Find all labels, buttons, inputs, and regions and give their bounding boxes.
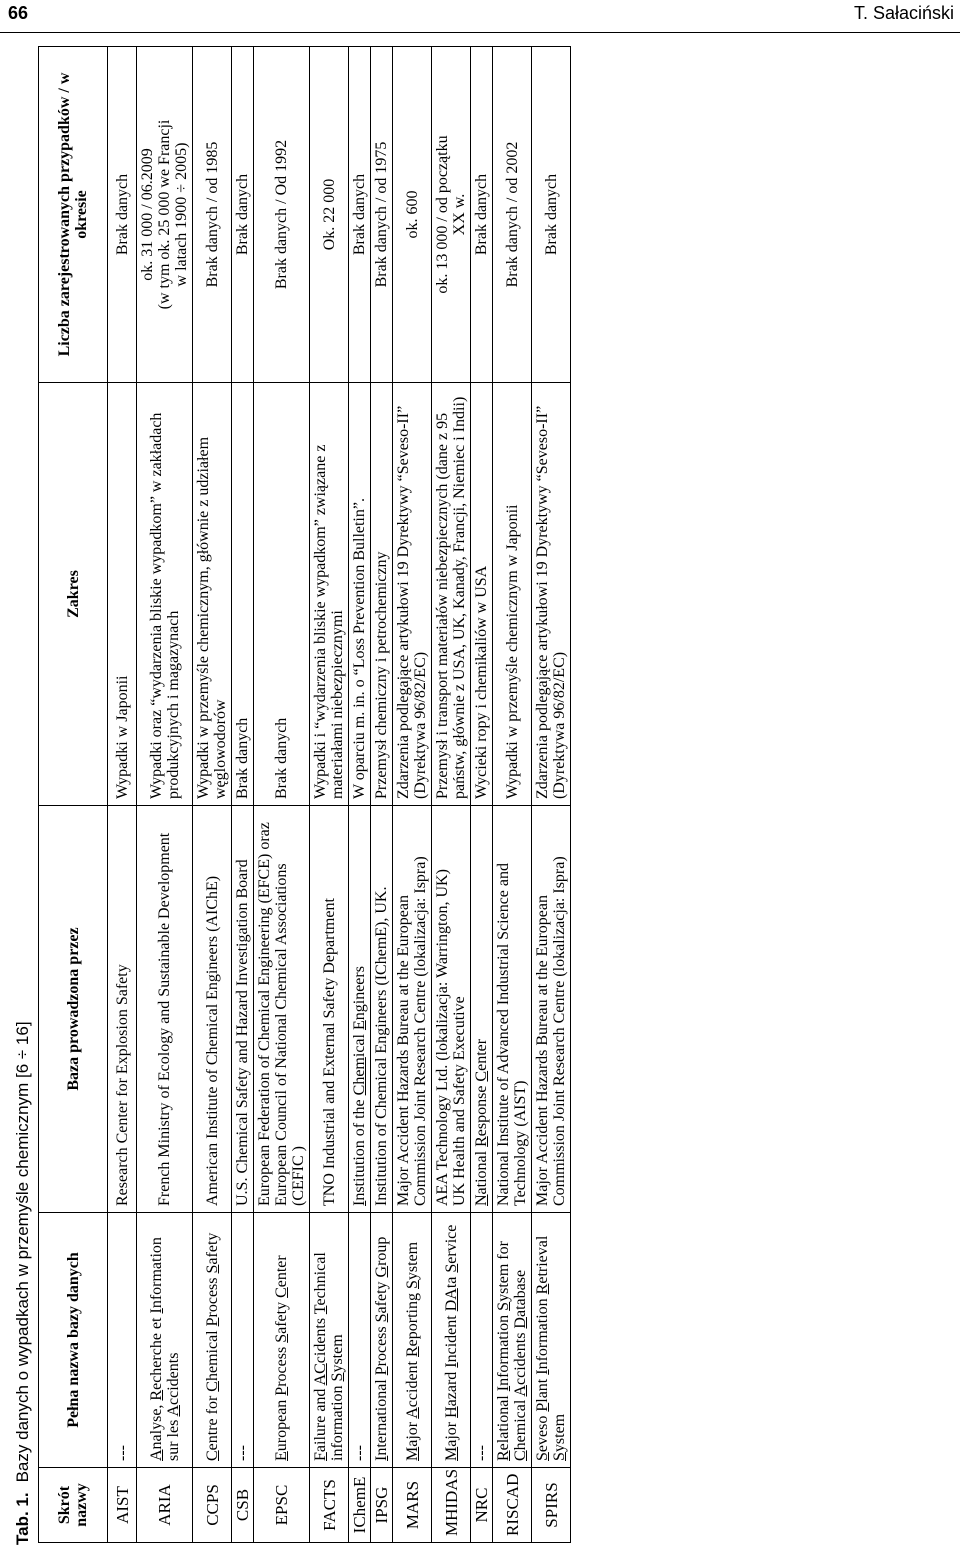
cell-scope: Wypadki i “wydarzenia bliskie wypadkom” związane z materiałami niebezpiecznymi	[310, 383, 349, 806]
cell-scope: Wypadki oraz “wydarzenia bliskie wypadkom” w zakładach produkcyjnych i magazynach	[137, 383, 193, 806]
underlined-initial: P	[273, 1386, 290, 1396]
cell-count: Brak danych / od 1975	[371, 47, 393, 383]
underlined-initial: Chem	[351, 1057, 368, 1096]
cell-operator: National Response Center	[471, 806, 493, 1213]
cell-scope: Wypadki w Japonii	[108, 383, 137, 806]
underlined-initial: H	[442, 1406, 460, 1418]
header-abbr: Skrót nazwy	[39, 1468, 108, 1543]
header-rule	[0, 32, 960, 33]
underlined-initial: D	[512, 1317, 529, 1329]
accident-database-table	[38, 46, 571, 1543]
table-row	[471, 47, 493, 1543]
cell-abbr: CSB	[232, 1468, 254, 1543]
cell-operator: American Institute of Chemical Engineers (AIChE)	[193, 806, 232, 1213]
underlined-initial: R	[534, 1283, 551, 1295]
header-operator: Baza prowadzona przez	[39, 806, 108, 1213]
underlined-initial: A	[147, 1449, 165, 1461]
underlined-initial: S	[403, 1280, 421, 1289]
table-row	[137, 47, 193, 1543]
cell-abbr: IPSG	[371, 1468, 393, 1543]
table-body	[108, 47, 571, 1543]
cell-scope: W oparciu m. in. o “Loss Prevention Bulletin”.	[349, 383, 371, 806]
cell-full-name: Major Hazard Incident DAta Service	[432, 1213, 471, 1468]
cell-full-name: ---	[471, 1213, 493, 1468]
table-row	[432, 47, 471, 1543]
table-row	[393, 47, 432, 1543]
cell-operator: French Ministry of Ecology and Sustainable Development	[137, 806, 193, 1213]
cell-full-name: ---	[108, 1213, 137, 1468]
underlined-initial: DA	[442, 1288, 460, 1312]
cell-operator: Research Center for Explosion Safety	[108, 806, 137, 1213]
cell-scope: Brak danych	[232, 383, 254, 806]
underlined-initial: S	[273, 1333, 290, 1343]
cell-operator: Major Accident Hazards Bureau at the European Commission Joint Research Centre (lokalizacja: Ispra)	[393, 806, 432, 1213]
cell-operator: U.S. Chemical Safety and Hazard Investigation Board	[232, 806, 254, 1213]
page-number: 66	[8, 3, 29, 23]
underlined-initial: C	[203, 1381, 221, 1392]
cell-full-name: Seveso Plant Information Retrieval System	[532, 1213, 571, 1468]
underlined-initial: P	[373, 1366, 390, 1376]
cell-operator: AEA Technology Ltd. (lokalizacja: Warrington, UK) UK Health and Safety Executive	[432, 806, 471, 1213]
underlined-initial: S	[373, 1313, 390, 1323]
caption-label: Tab. 1.	[13, 1492, 32, 1545]
table-caption	[10, 1021, 36, 1545]
table-row	[254, 47, 310, 1543]
underlined-initial: S	[495, 1301, 512, 1311]
table-row	[108, 47, 137, 1543]
cell-full-name: ---	[232, 1213, 254, 1468]
underlined-initial: N	[473, 1194, 490, 1206]
underlined-initial: I	[351, 1200, 368, 1206]
header-count: Liczba zarejestrowanych przypadków / w okresie	[39, 47, 108, 383]
table-row	[493, 47, 532, 1543]
cell-count: ok. 31 000 / 06.2009 (w tym ok. 25 000 we Francji w latach 1900 ÷ 2005)	[137, 47, 193, 383]
cell-count: Brak danych	[108, 47, 137, 383]
cell-count: Brak danych	[532, 47, 571, 383]
cell-scope: Wypadki w przemyśle chemicznym, głównie z udziałem węglowodorów	[193, 383, 232, 806]
cell-abbr: ARIA	[137, 1468, 193, 1543]
underlined-initial: P	[534, 1402, 551, 1412]
cell-operator: Major Accident Hazards Bureau at the European Commission Joint Research Centre (lokalizacja: Ispra)	[532, 806, 571, 1213]
cell-count: Brak danych / Od 1992	[254, 47, 310, 383]
cell-abbr: SPIRS	[532, 1468, 571, 1543]
underlined-initial: I	[442, 1362, 460, 1368]
underlined-initial: C	[273, 1287, 290, 1298]
underlined-initial: S	[551, 1452, 568, 1461]
cell-count: Brak danych	[232, 47, 254, 383]
underlined-initial: A	[512, 1385, 529, 1397]
cell-abbr: AIST	[108, 1468, 137, 1543]
cell-count: Ok. 22 000	[310, 47, 349, 383]
cell-scope: Zdarzenia podlegające artykułowi 19 Dyrektywy “Seveso-II” (Dyrektywa 96/82/EC)	[532, 383, 571, 806]
underlined-initial: S	[203, 1264, 221, 1274]
underlined-initial: S	[442, 1263, 460, 1273]
underlined-initial: C	[512, 1450, 529, 1461]
table-row	[232, 47, 254, 1543]
cell-operator: National Institute of Advanced Industrial Science and Technology (AIST)	[493, 806, 532, 1213]
cell-scope: Wypadki w przemyśle chemicznym w Japonii	[493, 383, 532, 806]
cell-scope: Przemysł chemiczny i petrochemiczny	[371, 383, 393, 806]
cell-count: ok. 13 000 / od początku XX w.	[432, 47, 471, 383]
cell-scope: Zdarzenia podlegające artykułowi 19 Dyrektywy “Seveso-II” (Dyrektywa 96/82/EC)	[393, 383, 432, 806]
cell-full-name: Major Accident Reporting System	[393, 1213, 432, 1468]
cell-operator: European Federation of Chemical Engineering (EFCE) oraz European Council of National Chemical Associations (CEFIC )	[254, 806, 310, 1213]
underlined-initial: R	[473, 1136, 490, 1147]
underlined-initial: F	[312, 1452, 329, 1461]
table-row	[310, 47, 349, 1543]
underlined-initial: M	[442, 1446, 460, 1461]
cell-operator: Institution of the Chemical Engineers	[349, 806, 371, 1213]
cell-full-name: Failure and ACcidents Technical information System	[310, 1213, 349, 1468]
table-row	[193, 47, 232, 1543]
underlined-initial: R	[495, 1450, 512, 1461]
rotated-table-area	[10, 45, 960, 1545]
cell-scope: Przemysł i transport materiałów niebezpiecznych (dane z 95 państw, głównie z USA, UK, Kanady, Francji, Niemiec i Indii)	[432, 383, 471, 806]
underlined-initial: I	[147, 1308, 165, 1314]
cell-abbr: NRC	[471, 1468, 493, 1543]
table-header-row	[39, 47, 108, 1543]
cell-abbr: MARS	[393, 1468, 432, 1543]
underlined-initial: E	[351, 1020, 368, 1031]
cell-full-name: Centre for Chemical Process Safety	[193, 1213, 232, 1468]
table-row	[371, 47, 393, 1543]
underlined-initial: I	[373, 1455, 390, 1461]
cell-operator: Institution of Chemical Engineers (IChemE), UK.	[371, 806, 393, 1213]
underlined-initial: E	[273, 1451, 290, 1461]
cell-abbr: MHIDAS	[432, 1468, 471, 1543]
cell-scope: Brak danych	[254, 383, 310, 806]
underlined-initial: C	[473, 1070, 490, 1082]
table-row	[349, 47, 371, 1543]
cell-abbr: RISCAD	[493, 1468, 532, 1543]
cell-scope: Wycieki ropy i chemikaliów w USA	[471, 383, 493, 806]
cell-abbr: EPSC	[254, 1468, 310, 1543]
underlined-initial: G	[373, 1265, 390, 1278]
underlined-initial: A	[403, 1407, 421, 1419]
cell-abbr: IChemE	[349, 1468, 371, 1543]
cell-abbr: FACTS	[310, 1468, 349, 1543]
table-row	[532, 47, 571, 1543]
underlined-initial: A	[164, 1404, 182, 1417]
caption-text: Bazy danych o wypadkach w przemyśle chemicznym [6 ÷ 16]	[13, 1021, 32, 1483]
underlined-initial: R	[147, 1389, 165, 1401]
page-author: T. Sałaciński	[853, 3, 954, 23]
cell-count: Brak danych / od 1985	[193, 47, 232, 383]
underlined-initial: T	[312, 1305, 329, 1315]
cell-operator: TNO Industrial and External Safety Department	[310, 806, 349, 1213]
cell-full-name: Analyse, Recherche et Information sur les Accidents	[137, 1213, 193, 1468]
cell-count: Brak danych	[471, 47, 493, 383]
underlined-initial: R	[403, 1346, 421, 1357]
underlined-initial: I	[495, 1385, 512, 1392]
underlined-initial: AC	[312, 1363, 329, 1386]
underlined-initial: S	[534, 1452, 551, 1461]
cell-count: Brak danych / od 2002	[493, 47, 532, 383]
underlined-initial: I	[534, 1369, 551, 1375]
underlined-initial: C	[203, 1450, 221, 1461]
underlined-initial: P	[203, 1317, 221, 1327]
cell-full-name: ---	[349, 1213, 371, 1468]
cell-count: Brak danych	[349, 47, 371, 383]
header-full-name: Pełna nazwa bazy danych	[39, 1213, 108, 1468]
cell-full-name: European Process Safety Center	[254, 1213, 310, 1468]
cell-full-name: International Process Safety Group	[371, 1213, 393, 1468]
cell-abbr: CCPS	[193, 1468, 232, 1543]
underlined-initial: S	[329, 1372, 346, 1382]
cell-count: ok. 600	[393, 47, 432, 383]
underlined-initial: M	[403, 1446, 421, 1461]
header-scope: Zakres	[39, 383, 108, 806]
cell-full-name: Relational Information System for Chemical Accidents Database	[493, 1213, 532, 1468]
